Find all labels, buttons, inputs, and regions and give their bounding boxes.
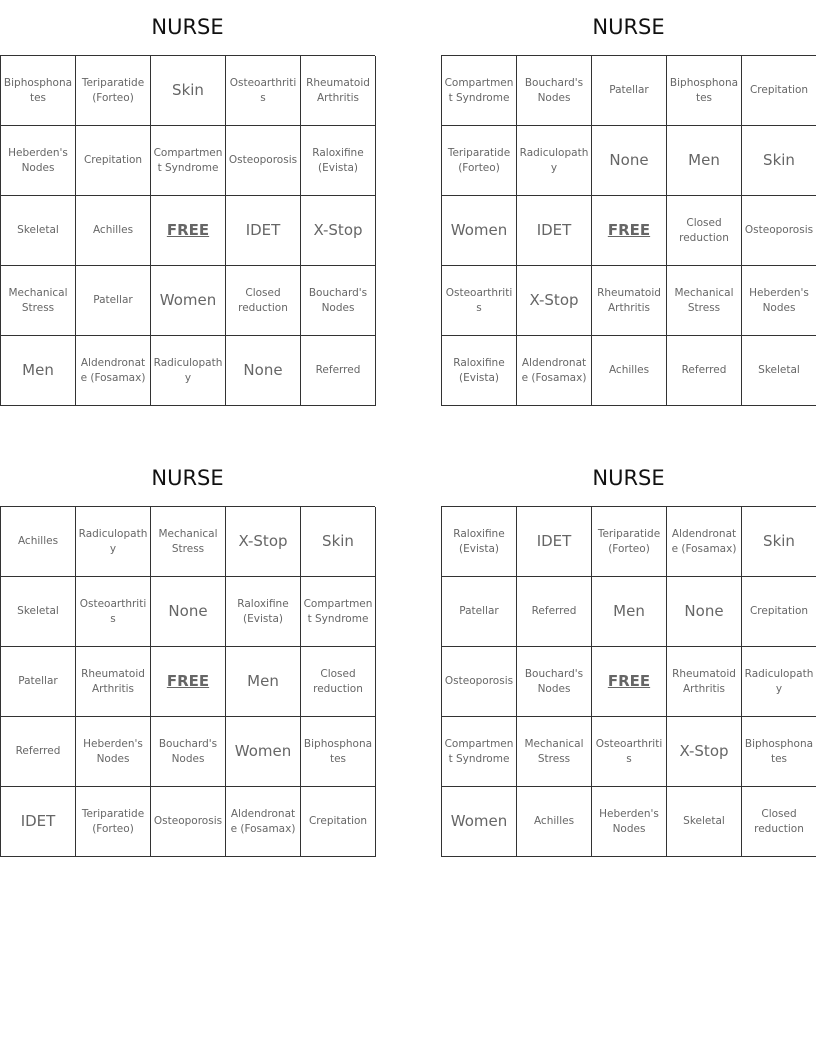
bingo-cell: Biphosphonates (742, 717, 816, 787)
bingo-cell: IDET (517, 507, 592, 577)
bingo-cell: Compartment Syndrome (151, 126, 226, 196)
bingo-cell: Bouchard's Nodes (151, 717, 226, 787)
bingo-cell: Patellar (1, 647, 76, 717)
bingo-cell: Biphosphonates (301, 717, 376, 787)
bingo-cell: Aldendronate (Fosamax) (76, 336, 151, 406)
bingo-cell: Crepitation (76, 126, 151, 196)
card-title: NURSE (151, 466, 224, 490)
bingo-cell: Achilles (76, 196, 151, 266)
bingo-cell: Patellar (76, 266, 151, 336)
card-title: NURSE (592, 466, 665, 490)
bingo-cell: Men (592, 577, 667, 647)
bingo-cell: Skeletal (1, 196, 76, 266)
bingo-cell: Heberden's Nodes (1, 126, 76, 196)
bingo-cell: IDET (226, 196, 301, 266)
bingo-cell: Bouchard's Nodes (517, 56, 592, 126)
card-title: NURSE (592, 15, 665, 39)
bingo-cell: Referred (667, 336, 742, 406)
bingo-cell: Skin (151, 56, 226, 126)
bingo-cell: Compartment Syndrome (442, 717, 517, 787)
bingo-cell: Crepitation (742, 577, 816, 647)
bingo-cell: Heberden's Nodes (76, 717, 151, 787)
bingo-cell: Radiculopathy (76, 507, 151, 577)
bingo-card-4 (441, 465, 816, 857)
free-space-cell: FREE (592, 196, 667, 266)
bingo-cell: Rheumatoid Arthritis (667, 647, 742, 717)
bingo-cell: IDET (517, 196, 592, 266)
free-space-cell: FREE (592, 647, 667, 717)
bingo-cell: Rheumatoid Arthritis (592, 266, 667, 336)
bingo-cell: Raloxifine (Evista) (301, 126, 376, 196)
bingo-cell: Osteoarthritis (592, 717, 667, 787)
bingo-cell: Skin (742, 507, 816, 577)
bingo-cell: Achilles (1, 507, 76, 577)
bingo-cell: Referred (1, 717, 76, 787)
bingo-cell: Women (151, 266, 226, 336)
bingo-cell: Rheumatoid Arthritis (301, 56, 376, 126)
bingo-cell: Osteoarthritis (226, 56, 301, 126)
bingo-cell: Closed reduction (226, 266, 301, 336)
bingo-cell: X-Stop (667, 717, 742, 787)
bingo-cell: Osteoarthritis (442, 266, 517, 336)
bingo-cell: Aldendronate (Fosamax) (667, 507, 742, 577)
bingo-cell: Skin (301, 507, 376, 577)
bingo-cell: Patellar (442, 577, 517, 647)
bingo-cell: Referred (517, 577, 592, 647)
bingo-cell: Biphosphonates (667, 56, 742, 126)
free-space-cell: FREE (151, 647, 226, 717)
bingo-cell: None (592, 126, 667, 196)
bingo-cell: None (667, 577, 742, 647)
bingo-card-2 (441, 14, 816, 406)
bingo-cell: Raloxifine (Evista) (226, 577, 301, 647)
bingo-grid (0, 55, 375, 406)
bingo-cell: Raloxifine (Evista) (442, 507, 517, 577)
bingo-cell: X-Stop (517, 266, 592, 336)
bingo-cell: Teriparatide (Forteo) (76, 787, 151, 857)
bingo-cell: Skeletal (667, 787, 742, 857)
bingo-cell: Men (1, 336, 76, 406)
bingo-cell: Crepitation (742, 56, 816, 126)
bingo-grid (441, 506, 816, 857)
bingo-cell: X-Stop (301, 196, 376, 266)
bingo-cell: X-Stop (226, 507, 301, 577)
bingo-cell: Closed reduction (742, 787, 816, 857)
bingo-cell: Skeletal (1, 577, 76, 647)
card-title: NURSE (151, 15, 224, 39)
bingo-cell: None (226, 336, 301, 406)
bingo-cell: Achilles (592, 336, 667, 406)
bingo-cell: Radiculopathy (742, 647, 816, 717)
bingo-cell: Skin (742, 126, 816, 196)
bingo-cell: Referred (301, 336, 376, 406)
bingo-cell: Closed reduction (667, 196, 742, 266)
bingo-cell: Compartment Syndrome (442, 56, 517, 126)
bingo-cell: Osteoporosis (442, 647, 517, 717)
bingo-cell: Mechanical Stress (151, 507, 226, 577)
bingo-cell: Osteoporosis (742, 196, 816, 266)
bingo-cell: Radiculopathy (517, 126, 592, 196)
bingo-cell: Men (226, 647, 301, 717)
bingo-cell: None (151, 577, 226, 647)
bingo-cell: Teriparatide (Forteo) (76, 56, 151, 126)
bingo-cell: Osteoporosis (226, 126, 301, 196)
bingo-grid (0, 506, 375, 857)
bingo-cell: Closed reduction (301, 647, 376, 717)
bingo-cell: Bouchard's Nodes (301, 266, 376, 336)
bingo-cell: IDET (1, 787, 76, 857)
bingo-cell: Mechanical Stress (1, 266, 76, 336)
bingo-cell: Women (442, 196, 517, 266)
bingo-grid (441, 55, 816, 406)
bingo-cell: Patellar (592, 56, 667, 126)
bingo-cell: Raloxifine (Evista) (442, 336, 517, 406)
bingo-cell: Teriparatide (Forteo) (442, 126, 517, 196)
bingo-cell: Teriparatide (Forteo) (592, 507, 667, 577)
bingo-cell: Men (667, 126, 742, 196)
bingo-cell: Heberden's Nodes (592, 787, 667, 857)
bingo-cell: Bouchard's Nodes (517, 647, 592, 717)
bingo-card-1 (0, 14, 375, 406)
bingo-cell: Heberden's Nodes (742, 266, 816, 336)
bingo-cell: Rheumatoid Arthritis (76, 647, 151, 717)
free-space-cell: FREE (151, 196, 226, 266)
bingo-cell: Women (442, 787, 517, 857)
bingo-cell: Mechanical Stress (667, 266, 742, 336)
bingo-cell: Skeletal (742, 336, 816, 406)
bingo-cell: Mechanical Stress (517, 717, 592, 787)
bingo-cell: Crepitation (301, 787, 376, 857)
bingo-cell: Biphosphonates (1, 56, 76, 126)
bingo-cell: Compartment Syndrome (301, 577, 376, 647)
bingo-cell: Achilles (517, 787, 592, 857)
bingo-cell: Osteoarthritis (76, 577, 151, 647)
bingo-cell: Aldendronate (Fosamax) (517, 336, 592, 406)
bingo-cell: Aldendronate (Fosamax) (226, 787, 301, 857)
bingo-cell: Women (226, 717, 301, 787)
bingo-card-3 (0, 465, 375, 857)
bingo-cell: Radiculopathy (151, 336, 226, 406)
bingo-cell: Osteoporosis (151, 787, 226, 857)
